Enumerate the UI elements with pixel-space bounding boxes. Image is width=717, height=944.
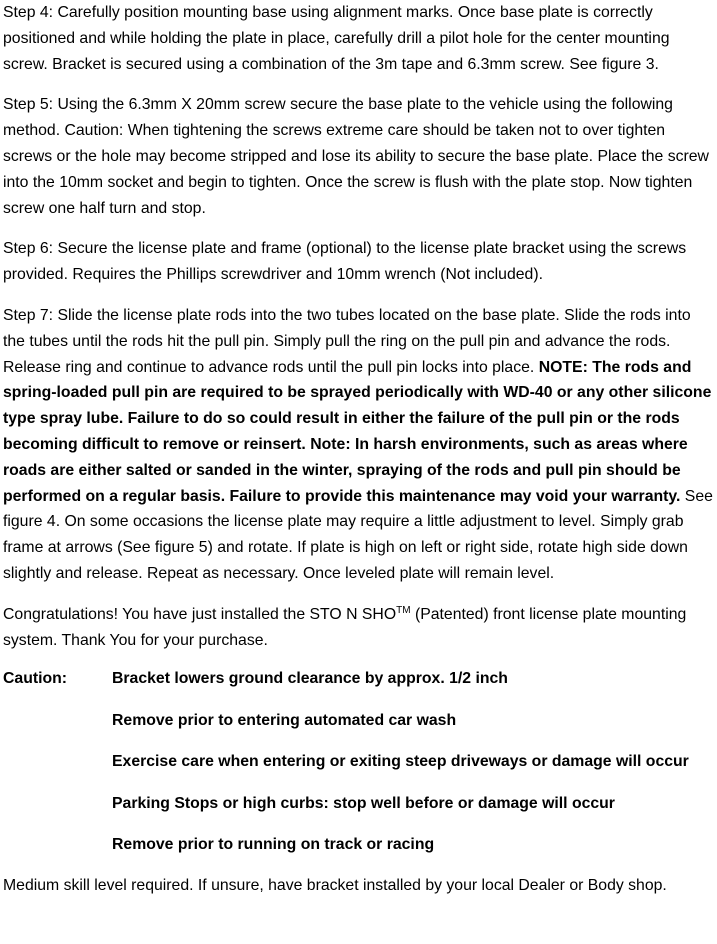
paragraph-spacer	[3, 221, 715, 236]
congratulations-text-start: Congratulations! You have just installed the STO N SHO	[3, 605, 397, 623]
caution-row	[3, 666, 715, 707]
paragraph-spacer	[3, 288, 715, 303]
skill-level-note: Medium skill level required. If unsure, have bracket installed by your local Dealer or Body shop.	[3, 877, 667, 895]
caution-item: Bracket lowers ground clearance by approx. 1/2 inch	[112, 670, 508, 688]
paragraph-spacer	[3, 77, 715, 92]
paragraph-spacer	[3, 587, 715, 602]
step-7-outro: See figure 4. On some occasions the license plate may require a little adjustment to level. Simply grab frame at arrows (See figure 5) and rotate. If plate is high on left or right side, rotate high side down slightly and release. Repeat as necessary. Once leveled plate will remain level.	[3, 487, 713, 582]
caution-row	[3, 791, 715, 832]
step-4-paragraph: Step 4: Carefully position mounting base using alignment marks. Once base plate is correctly positioned and while holding the plate in place, carefully drill a pilot hole for the center mounting screw. Bracket is secured using a combination of the 3m tape and 6.3mm screw. See figure 3.	[3, 4, 670, 73]
caution-list	[3, 666, 715, 873]
caution-row	[3, 832, 715, 873]
caution-item: Remove prior to entering automated car wash	[112, 711, 457, 729]
trademark-superscript: TM	[396, 604, 411, 616]
caution-label: Caution:	[3, 670, 68, 688]
step-6-paragraph: Step 6: Secure the license plate and frame (optional) to the license plate bracket using the screws provided. Requires the Phillips screwdriver and 10mm wrench (Not included).	[3, 240, 687, 284]
step-7-maintenance-note: NOTE: The rods and spring-loaded pull pin are required to be sprayed periodically with WD-40 or any other silicone type spray lube. Failure to do so could result in either the failure of the pull pin or the rods becoming difficult to remove or reinsert. Note: In harsh environments, such as areas where roads are either salted or sanded in the winter, spraying of the rods and pull pin should be performed on a regular basis. Failure to provide this maintenance may void your warranty.	[3, 358, 712, 505]
instruction-document	[3, 0, 715, 899]
caution-row	[3, 708, 715, 749]
congratulations-paragraph	[3, 602, 715, 654]
caution-item: Parking Stops or high curbs: stop well before or damage will occur	[112, 794, 615, 812]
step-7-paragraph	[3, 303, 715, 587]
step-7-intro: Step 7: Slide the license plate rods into the two tubes located on the base plate. Slide the rods into the tubes until the rods hit the pull pin. Simply pull the ring on the pull pin and advance the rods. Release ring and continue to advance rods until the pull pin locks into place.	[3, 306, 691, 376]
caution-row	[3, 749, 715, 790]
caution-item: Exercise care when entering or exiting steep driveways or damage will occur	[112, 753, 689, 771]
congratulations-text-end: (Patented) front license plate mounting system. Thank You for your purchase.	[3, 605, 687, 649]
caution-item: Remove prior to running on track or racing	[112, 835, 435, 853]
step-5-paragraph: Step 5: Using the 6.3mm X 20mm screw secure the base plate to the vehicle using the following method. Caution: When tightening the screws extreme care should be taken not to over tighten screws or the hole may become stripped and lose its ability to secure the base plate. Place the screw into the 10mm socket and begin to tighten. Once the screw is flush with the plate stop. Now tighten screw one half turn and stop.	[3, 96, 709, 217]
paragraph-spacer	[3, 653, 715, 666]
